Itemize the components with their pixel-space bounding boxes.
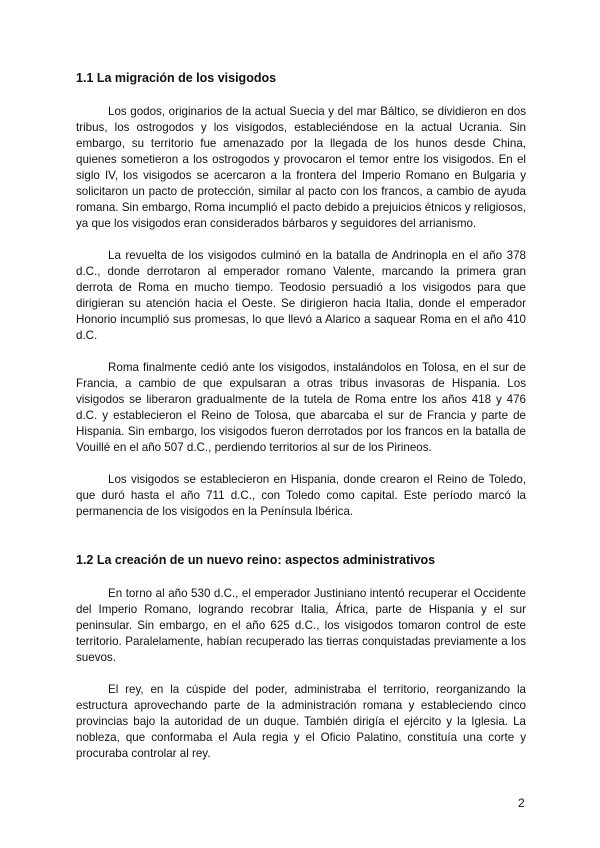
section-heading-migration: 1.1 La migración de los visigodos: [76, 71, 277, 85]
paragraph: Roma finalmente cedió ante los visigodos, instalándolos en Tolosa, en el sur de Francia, a cambio de que expulsaran a otras tribus invasoras de Hispania. Los visigodos se liberaron gradualmente de la tutela de Roma entre los años 418 y 476 d.C. y establecieron el Reino de Tolosa, que abarcaba el sur de Francia y parte de Hispania. Sin embargo, los visigodos fueron derrotados por los francos en la batalla de Vouillé en el año 507 d.C., perdiendo territorios al sur de los Pirineos.: [76, 361, 526, 454]
paragraph: El rey, en la cúspide del poder, administraba el territorio, reorganizando la estructura aprovechando parte de la administración romana y estableciendo cinco provincias bajo la autoridad de un duque. También dirigía el ejército y la Iglesia. La nobleza, que conformaba el Aula regia y el Oficio Palatino, constituía una corte y procuraba controlar al rey.: [76, 683, 526, 760]
page-number: 2: [518, 796, 525, 810]
section-heading-new-kingdom: 1.2 La creación de un nuevo reino: aspectos administrativos: [76, 553, 436, 567]
paragraph: Los godos, originarios de la actual Suecia y del mar Báltico, se dividieron en dos tribus, los ostrogodos y los visigodos, estableciéndose en la actual Ucrania. Sin embargo, su territorio fue amenazado por la llegada de los hunos desde China, quienes sometieron a los ostrogodos y provocaron el temor entre los visigodos. En el siglo IV, los visigodos se acercaron a la frontera del Imperio Romano en Bulgaria y solicitaron un pacto de protección, similar al pacto con los francos, a cambio de ayuda romana. Sin embargo, Roma incumplió el pacto debido a prejuicios étnicos y religiosos, ya que los visigodos eran considerados bárbaros y seguidores del arrianismo.: [76, 105, 526, 230]
paragraph: La revuelta de los visigodos culminó en la batalla de Andrinopla en el año 378 d.C., donde derrotaron al emperador romano Valente, marcando la primera gran derrota de Roma en mucho tiempo. Teodosio persuadió a los visigodos para que dirigieran su atención hacia el Oeste. Se dirigieron hacia Italia, donde el emperador Honorio incumplió sus promesas, lo que llevó a Alarico a saquear Roma en el año 410 d.C.: [76, 249, 526, 342]
paragraph: Los visigodos se establecieron en Hispania, donde crearon el Reino de Toledo, que duró hasta el año 711 d.C., con Toledo como capital. Este período marcó la permanencia de los visigodos en la Península Ibérica.: [76, 473, 526, 518]
paragraph: En torno al año 530 d.C., el emperador Justiniano intentó recuperar el Occidente del Imperio Romano, logrando recobrar Italia, África, parte de Hispania y el sur peninsular. Sin embargo, en el año 625 d.C., los visigodos tomaron control de este territorio. Paralelamente, habían recuperado las tierras conquistadas previamente a los suevos.: [76, 587, 526, 664]
page-content: [76, 70, 526, 762]
